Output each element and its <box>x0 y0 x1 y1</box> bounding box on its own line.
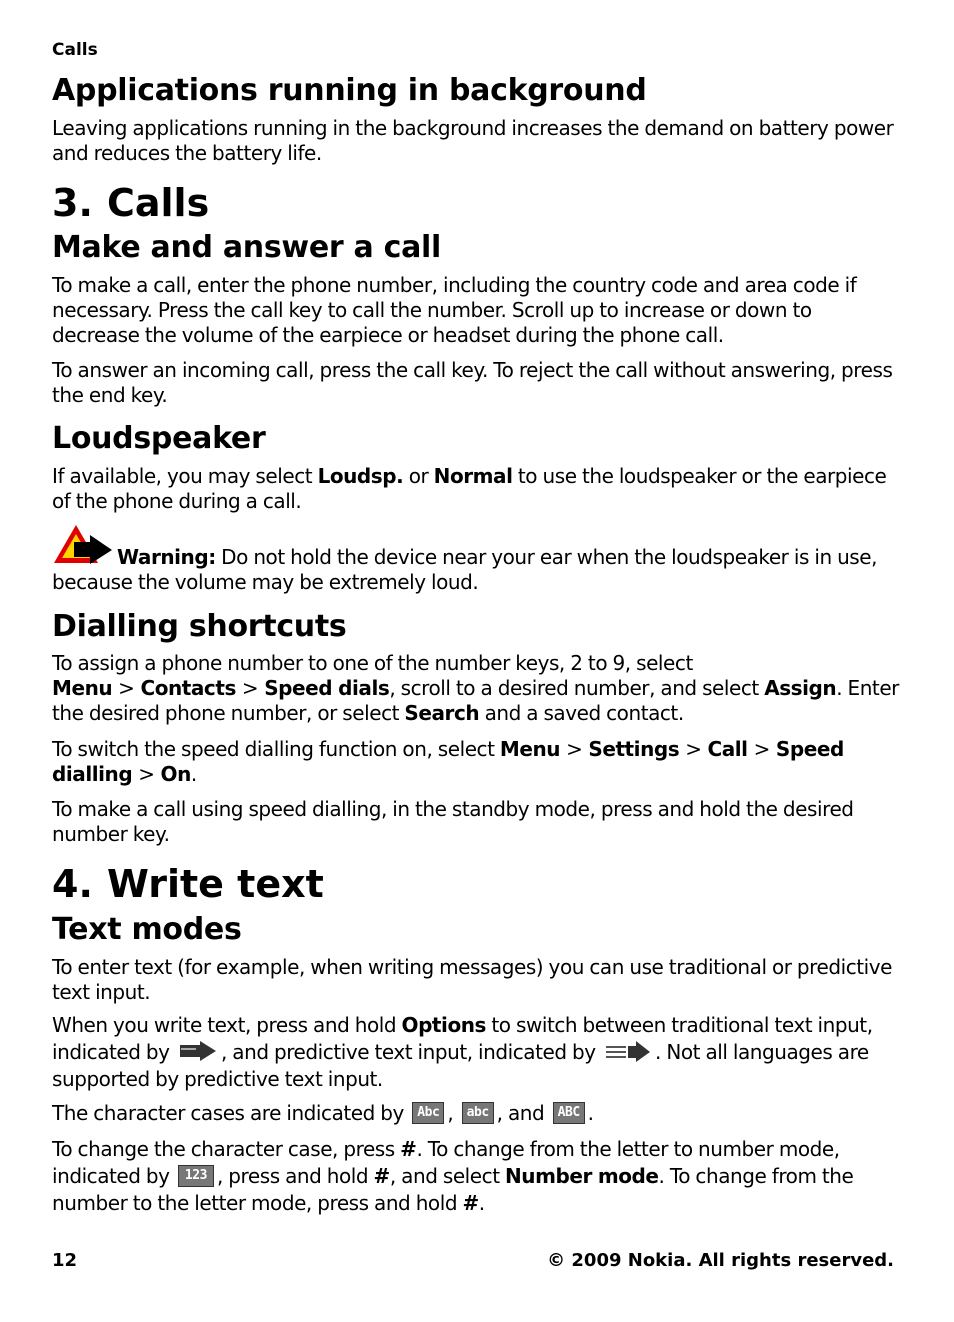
text-modes-paragraph-1: To enter text (for example, when writing messages) you can use traditional or predictive text input. <box>52 955 892 1004</box>
chapter-number: 3. <box>52 181 93 225</box>
traditional-input-pen-icon <box>178 1041 218 1063</box>
section-heading-dialling: Dialling shortcuts <box>52 609 347 644</box>
chapter-number: 4. <box>52 862 93 906</box>
case-abc-capitalized-icon: Abc <box>412 1102 444 1124</box>
chapter-title: Write text <box>107 862 324 906</box>
number-mode-icon: 123 <box>178 1165 214 1187</box>
chapter-heading-calls <box>52 181 209 225</box>
make-call-paragraph-1: To make a call, enter the phone number, including the country code and area code if necessary. Press the call key to call the number. Scroll up to increase or down to decrease the volume of the earpiece or headset during the phone call. <box>52 273 857 347</box>
warning-label: Warning: <box>117 545 216 569</box>
text-modes-paragraph-4: To change the character case, press #. To change from the letter to number mode, indicated by 123 , press and hold #, and select Number mode. To change from the number to the letter mode, press and hold #. <box>52 1137 854 1215</box>
section-heading-loudspeaker: Loudspeaker <box>52 421 266 456</box>
running-head: Calls <box>52 40 98 60</box>
text-modes-paragraph-2: When you write text, press and hold Options to switch between traditional text input, indicated by , and predictive text input, indicated by . Not all languages are supported by predictive text input. <box>52 1013 873 1091</box>
chapter-heading-write-text <box>52 862 324 906</box>
background-apps-paragraph: Leaving applications running in the background increases the demand on battery power and reduces the battery life. <box>52 116 894 165</box>
warning-paragraph: Warning: Do not hold the device near your ear when the loudspeaker is in use, because the volume may be extremely loud. <box>52 545 878 594</box>
option-normal: Normal <box>433 464 513 488</box>
section-heading-text-modes: Text modes <box>52 912 242 947</box>
page-number: 12 <box>52 1250 78 1271</box>
section-heading-background-apps: Applications running in background <box>52 73 647 108</box>
case-abc-uppercase-icon: ABC <box>553 1102 585 1124</box>
loudspeaker-paragraph: If available, you may select Loudsp. or Normal to use the loudspeaker or the earpiece of the phone during a call. <box>52 464 887 513</box>
section-heading-make-call: Make and answer a call <box>52 230 441 265</box>
make-call-paragraph-2: To answer an incoming call, press the call key. To reject the call without answering, press the end key. <box>52 358 893 407</box>
option-loudsp: Loudsp. <box>317 464 404 488</box>
dialling-paragraph-3: To make a call using speed dialling, in the standby mode, press and hold the desired number key. <box>52 797 854 846</box>
copyright-notice: © 2009 Nokia. All rights reserved. <box>547 1250 894 1271</box>
text-modes-paragraph-3: The character cases are indicated by Abc , abc , and ABC . <box>52 1101 594 1125</box>
dialling-paragraph-2: To switch the speed dialling function on, select Menu > Settings > Call > Speed dialling > On. <box>52 737 844 786</box>
case-abc-lowercase-icon: abc <box>462 1102 494 1124</box>
dialling-paragraph-1: To assign a phone number to one of the number keys, 2 to 9, select Menu > Contacts > Speed dials, scroll to a desired number, and select Assign. Enter the desired phone number, or select Search and a saved contact. <box>52 651 899 725</box>
chapter-title: Calls <box>107 181 210 225</box>
predictive-input-pen-icon <box>604 1041 652 1063</box>
